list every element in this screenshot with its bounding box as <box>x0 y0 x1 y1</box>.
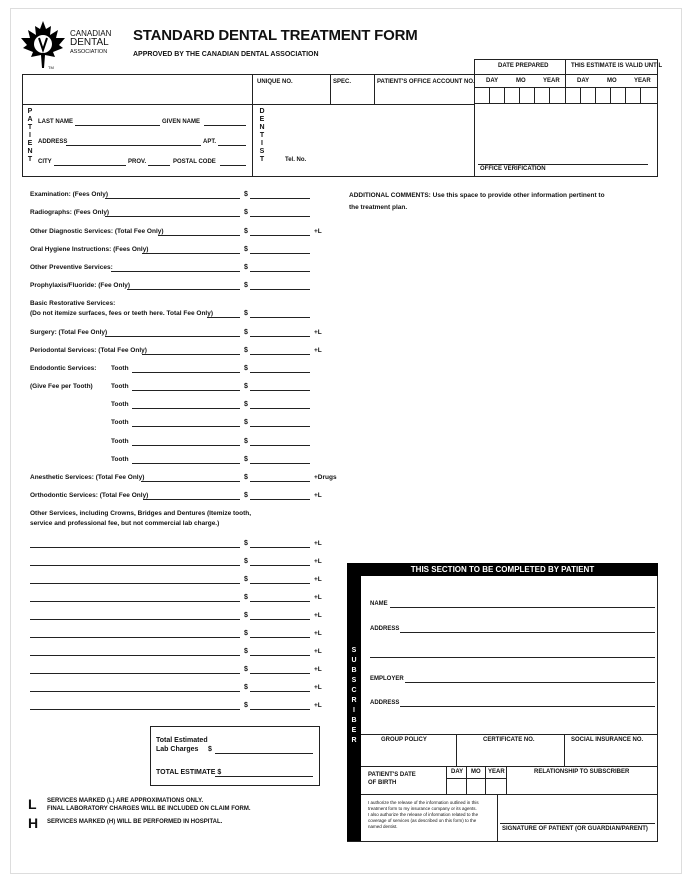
prov-label: PROV. <box>128 159 147 165</box>
authorization-text <box>368 800 496 830</box>
estimated-lab-line1: Total Estimated <box>156 737 208 744</box>
other-service-field-6[interactable] <box>30 637 240 638</box>
other-service-dollar-10: $ <box>244 702 248 709</box>
orthodontic-fee-field[interactable] <box>250 499 310 500</box>
authorization-line-4: coverage of services (as described on this form) to the <box>368 818 477 823</box>
city-field[interactable] <box>54 165 126 166</box>
tooth-label-5: Tooth <box>111 438 129 445</box>
other-service-suffix-8: +L <box>314 666 322 673</box>
other-service-field-1[interactable] <box>30 547 240 548</box>
tooth-fee-field-3[interactable] <box>250 408 310 409</box>
city-label: CITY <box>38 159 52 165</box>
logo-tm: TM <box>48 65 54 70</box>
tooth-fee-field-1[interactable] <box>250 372 310 373</box>
other-service-field-3[interactable] <box>30 583 240 584</box>
anesthetic-label: Anesthetic Services: (Total Fee Only) <box>30 474 145 481</box>
other-service-fee-3[interactable] <box>250 583 310 584</box>
tooth-dollar-3: $ <box>244 401 248 408</box>
surgery-label: Surgery: (Total Fee Only) <box>30 329 108 336</box>
authorization-line-3: I also authorize the release of information related to the <box>368 812 479 817</box>
radiographs-dollar: $ <box>244 209 248 216</box>
other-service-fee-6[interactable] <box>250 637 310 638</box>
orthodontic-suffix: +L <box>314 492 322 499</box>
tooth-label-3: Tooth <box>111 401 129 408</box>
logo-line1: CANADIAN <box>70 29 112 38</box>
tooth-label-4: Tooth <box>111 419 129 426</box>
radiographs-label: Radiographs: (Fees Only) <box>30 209 110 216</box>
comments-line2: the treatment plan. <box>349 204 408 211</box>
other-services-line2: service and professional fee, but not commercial lab charge.) <box>30 520 220 527</box>
tooth-dollar-6: $ <box>244 456 248 463</box>
other-service-dollar-1: $ <box>244 540 248 547</box>
other-diagnostic-fee-field[interactable] <box>250 235 310 236</box>
date-prepared-mo: MO <box>516 78 526 84</box>
total-estimate-field[interactable] <box>215 776 313 777</box>
tooth-fee-field-4[interactable] <box>250 426 310 427</box>
unique-no-label: UNIQUE NO. <box>257 79 293 85</box>
other-service-suffix-6: +L <box>314 630 322 637</box>
give-fee-label: (Give Fee per Tooth) <box>30 383 93 390</box>
given-name-label: GIVEN NAME <box>162 119 201 125</box>
surgery-suffix: +L <box>314 329 322 336</box>
dob-label-2: OF BIRTH <box>368 780 397 786</box>
oral-hygiene-fee-field[interactable] <box>250 253 310 254</box>
total-estimate-label: TOTAL ESTIMATE $ <box>156 769 222 776</box>
other-service-field-10[interactable] <box>30 709 240 710</box>
legend-h-mark: H <box>28 815 39 831</box>
basic-restorative-note: (Do not itemize surfaces, fees or teeth here. Total Fee Only) <box>30 310 214 317</box>
other-services-line1: Other Services, including Crowns, Bridges and Dentures (Itemize tooth, <box>30 510 252 517</box>
date-prepared-label: DATE PREPARED <box>498 63 549 69</box>
authorization-line-1: I authorize the release of the information outlined in this <box>368 800 479 805</box>
other-service-field-9[interactable] <box>30 691 240 692</box>
legend-l-mark: L <box>28 796 37 812</box>
other-service-dollar-3: $ <box>244 576 248 583</box>
signature-field[interactable] <box>500 823 655 824</box>
tooth-dollar-1: $ <box>244 365 248 372</box>
last-name-label: LAST NAME <box>38 119 73 125</box>
tooth-fee-field-5[interactable] <box>250 445 310 446</box>
estimated-lab-dollar: $ <box>208 746 212 753</box>
estimated-lab-field[interactable] <box>215 753 313 754</box>
other-service-fee-8[interactable] <box>250 673 310 674</box>
other-service-suffix-9: +L <box>314 684 322 691</box>
employer-address-label: ADDRESS <box>370 700 400 706</box>
logo-line3: ASSOCIATION <box>70 49 108 55</box>
other-service-dollar-8: $ <box>244 666 248 673</box>
other-service-suffix-10: +L <box>314 702 322 709</box>
subscriber-name-field[interactable] <box>390 607 655 608</box>
other-service-field-7[interactable] <box>30 655 240 656</box>
address-label: ADDRESS <box>38 139 68 145</box>
oral-hygiene-label: Oral Hygiene Instructions: (Fees Only) <box>30 246 149 253</box>
signature-label: SIGNATURE OF PATIENT (OR GUARDIAN/PARENT) <box>502 826 648 832</box>
subscriber-address-label: ADDRESS <box>370 626 400 632</box>
legend-l-text-2: FINAL LABORATORY CHARGES WILL BE INCLUDED ON CLAIM FORM. <box>47 806 251 812</box>
subscriber-name-label: NAME <box>370 601 388 607</box>
other-service-fee-7[interactable] <box>250 655 310 656</box>
totals-box <box>150 726 320 786</box>
other-service-fee-10[interactable] <box>250 709 310 710</box>
surgery-fee-field[interactable] <box>250 336 310 337</box>
patient-section-header: THIS SECTION TO BE COMPLETED BY PATIENT <box>347 563 658 576</box>
prov-field[interactable] <box>148 165 170 166</box>
cda-logo <box>20 20 120 70</box>
subscriber-address-field[interactable] <box>400 632 655 633</box>
estimated-lab-line2: Lab Charges <box>156 746 199 753</box>
given-name-field[interactable] <box>204 125 246 126</box>
employer-label: EMPLOYER <box>370 676 404 682</box>
basic-restorative-dollar: $ <box>244 310 248 317</box>
last-name-field[interactable] <box>75 125 160 126</box>
valid-until-mo: MO <box>607 78 617 84</box>
employer-address-field[interactable] <box>400 706 655 707</box>
spec-label: SPEC. <box>333 79 352 85</box>
other-preventive-label: Other Preventive Services: <box>30 264 113 271</box>
anesthetic-suffix: +Drugs <box>314 474 337 481</box>
other-service-fee-2[interactable] <box>250 565 310 566</box>
other-service-suffix-7: +L <box>314 648 322 655</box>
examination-label: Examination: (Fees Only) <box>30 191 109 198</box>
periodontal-suffix: +L <box>314 347 322 354</box>
maple-leaf-icon <box>20 20 66 70</box>
valid-until-label: THIS ESTIMATE IS VALID UNTIL <box>571 63 663 69</box>
subscriber-address-field-2[interactable] <box>370 657 655 658</box>
office-verification-label: OFFICE VERIFICATION <box>480 166 546 172</box>
other-diagnostic-dollar: $ <box>244 228 248 235</box>
other-service-dollar-9: $ <box>244 684 248 691</box>
dob-label-1: PATIENT'S DATE <box>368 772 416 778</box>
form-subtitle: APPROVED BY THE CANADIAN DENTAL ASSOCIATION <box>133 51 319 58</box>
other-preventive-dollar: $ <box>244 264 248 271</box>
periodontal-label: Periodontal Services: (Total Fee Only) <box>30 347 147 354</box>
anesthetic-fee-field[interactable] <box>250 481 310 482</box>
dob-year-label: YEAR <box>488 769 505 775</box>
other-service-suffix-5: +L <box>314 612 322 619</box>
tooth-fee-field-6[interactable] <box>250 463 310 464</box>
date-prepared-year: YEAR <box>543 78 560 84</box>
orthodontic-dollar: $ <box>244 492 248 499</box>
authorization-line-5: named dentist. <box>368 824 398 829</box>
address-field[interactable] <box>66 145 201 146</box>
subscriber-vertical-label: S U B S C R I B E R <box>351 647 357 744</box>
other-service-dollar-7: $ <box>244 648 248 655</box>
examination-dollar: $ <box>244 191 248 198</box>
other-service-suffix-1: +L <box>314 540 322 547</box>
other-diagnostic-suffix: +L <box>314 228 322 235</box>
tooth-dollar-4: $ <box>244 419 248 426</box>
dob-mo-label: MO <box>471 769 481 775</box>
tooth-label-6: Tooth <box>111 456 129 463</box>
office-account-label: PATIENT'S OFFICE ACCOUNT NO. <box>377 79 475 85</box>
legend-h-text: SERVICES MARKED (H) WILL BE PERFORMED IN HOSPITAL. <box>47 819 223 825</box>
prophylaxis-label: Prophylaxis/Fluoride: (Fee Only) <box>30 282 131 289</box>
radiographs-fee-field[interactable] <box>250 216 310 217</box>
certificate-label: CERTIFICATE NO. <box>483 737 535 743</box>
comments-line1: ADDITIONAL COMMENTS: Use this space to provide other information pertinent to <box>349 192 605 199</box>
tooth-label-1: Tooth <box>111 365 129 372</box>
periodontal-fee-field[interactable] <box>250 354 310 355</box>
dob-day-label: DAY <box>451 769 464 775</box>
other-service-fee-9[interactable] <box>250 691 310 692</box>
date-prepared-day: DAY <box>486 78 499 84</box>
other-service-dollar-4: $ <box>244 594 248 601</box>
form-title: STANDARD DENTAL TREATMENT FORM <box>133 27 418 44</box>
other-service-fee-1[interactable] <box>250 547 310 548</box>
other-service-field-2[interactable] <box>30 565 240 566</box>
relationship-label: RELATIONSHIP TO SUBSCRIBER <box>534 769 630 775</box>
sin-label: SOCIAL INSURANCE NO. <box>571 737 644 743</box>
postal-code-label: POSTAL CODE <box>173 159 216 165</box>
valid-until-year: YEAR <box>634 78 651 84</box>
tooth-fee-field-2[interactable] <box>250 390 310 391</box>
other-service-field-5[interactable] <box>30 619 240 620</box>
apt-field[interactable] <box>218 145 246 146</box>
patient-vertical-label: P A T I E N T <box>27 108 33 163</box>
authorization-line-2: treatment form to my insurance company or its agents. <box>368 806 477 811</box>
other-service-dollar-6: $ <box>244 630 248 637</box>
other-service-field-4[interactable] <box>30 601 240 602</box>
basic-restorative-fee-field[interactable] <box>250 317 310 318</box>
apt-label: APT. <box>203 139 217 145</box>
tooth-dollar-2: $ <box>244 383 248 390</box>
other-service-dollar-5: $ <box>244 612 248 619</box>
prophylaxis-dollar: $ <box>244 282 248 289</box>
valid-until-day: DAY <box>577 78 590 84</box>
tooth-dollar-5: $ <box>244 438 248 445</box>
other-service-field-8[interactable] <box>30 673 240 674</box>
orthodontic-label: Orthodontic Services: (Total Fee Only) <box>30 492 149 499</box>
tel-label: Tel. No. <box>285 157 307 163</box>
tooth-label-2: Tooth <box>111 383 129 390</box>
anesthetic-dollar: $ <box>244 474 248 481</box>
logo-line2: DENTAL <box>70 37 109 48</box>
surgery-dollar: $ <box>244 329 248 336</box>
endodontic-label: Endodontic Services: <box>30 365 97 372</box>
other-preventive-fee-field[interactable] <box>250 271 310 272</box>
dentist-vertical-label: D E N T I S T <box>259 108 265 163</box>
legend-l-text-1: SERVICES MARKED (L) ARE APPROXIMATIONS ONLY. <box>47 798 204 804</box>
group-policy-label: GROUP POLICY <box>381 737 427 743</box>
other-service-dollar-2: $ <box>244 558 248 565</box>
other-diagnostic-label: Other Diagnostic Services: (Total Fee Only) <box>30 228 164 235</box>
oral-hygiene-dollar: $ <box>244 246 248 253</box>
periodontal-dollar: $ <box>244 347 248 354</box>
examination-fee-field[interactable] <box>250 198 310 199</box>
basic-restorative-label: Basic Restorative Services: <box>30 300 116 307</box>
other-service-fee-5[interactable] <box>250 619 310 620</box>
postal-code-field[interactable] <box>220 165 246 166</box>
other-service-suffix-3: +L <box>314 576 322 583</box>
prophylaxis-fee-field[interactable] <box>250 289 310 290</box>
other-service-suffix-4: +L <box>314 594 322 601</box>
other-service-suffix-2: +L <box>314 558 322 565</box>
employer-field[interactable] <box>405 682 655 683</box>
other-service-fee-4[interactable] <box>250 601 310 602</box>
